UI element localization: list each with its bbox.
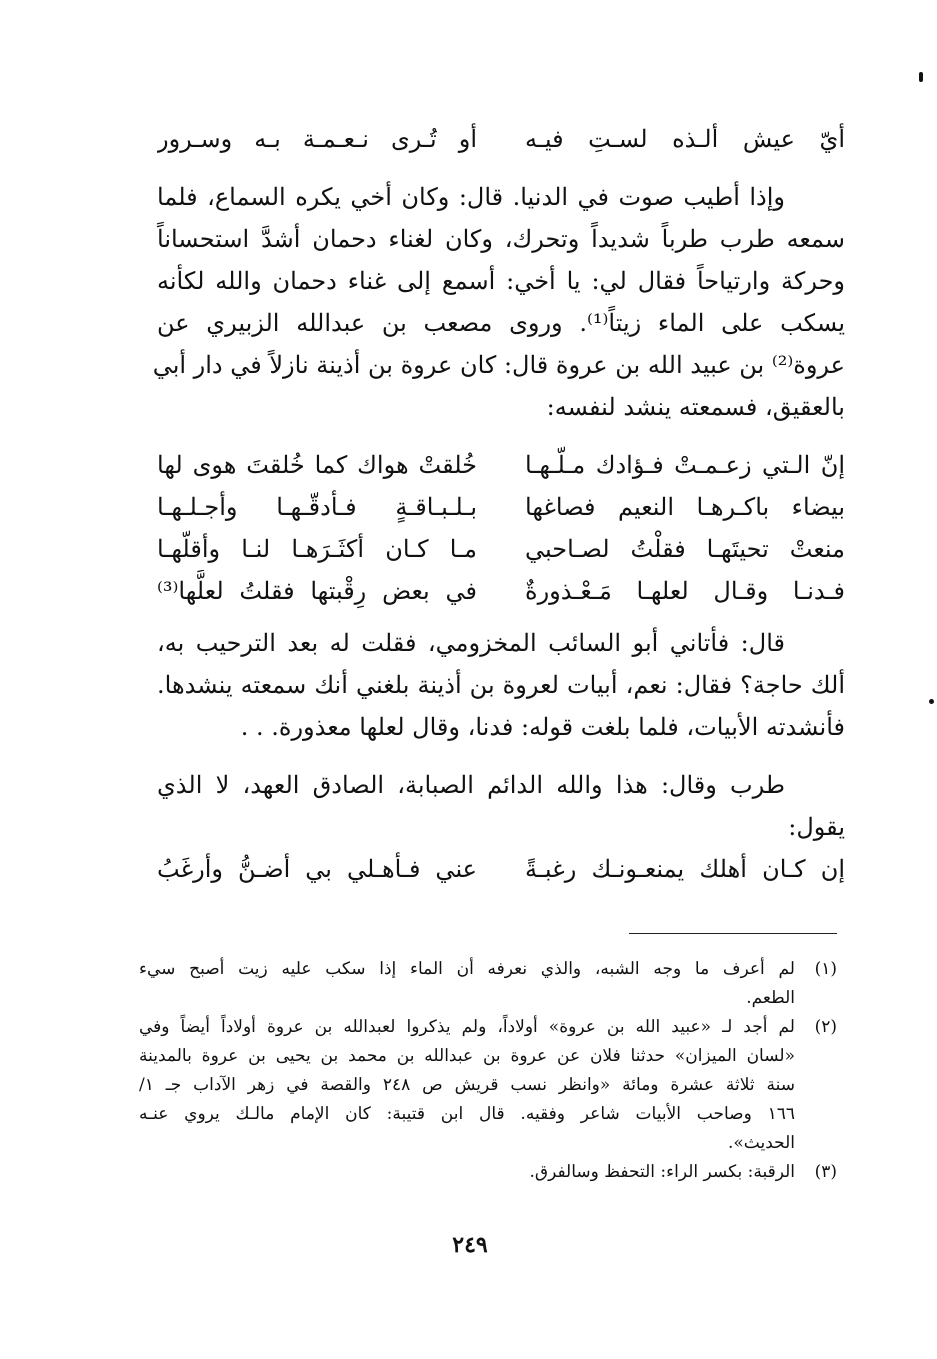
footnote-body xyxy=(139,955,795,1013)
text-line: قال: فأتاني أبو السائب المخزومي، فقلت له بعد الترحيب به، xyxy=(157,629,785,657)
verse-first-hemistich: فـدنـا وقـال لعلهـا مَـعْـذورةٌ xyxy=(525,577,845,605)
footnote-number: (١) xyxy=(814,959,837,979)
paragraph-3 xyxy=(157,764,845,848)
text-line: بالعقيق، فسمعته ينشد لنفسه: xyxy=(546,393,845,421)
poem-verse xyxy=(157,486,845,528)
text-line: وإذا أطيب صوت في الدنيا. قال: وكان أخي يكره السماع، فلما xyxy=(157,183,785,211)
verse-first-hemistich: إن كـان أهلك يمنعـونـك رغبـةً xyxy=(525,855,845,883)
text-line: يقول: xyxy=(788,813,845,841)
paragraph-2 xyxy=(157,622,845,748)
verse-first-hemistich: بيضاء باكـرهـا النعيم فصاغها xyxy=(525,493,845,521)
poem-verse xyxy=(157,570,845,612)
text-line: عروة⁽²⁾ بن عبيد الله بن عروة قال: كان عروة بن أذينة نازلاً في دار أبي xyxy=(152,351,845,379)
text-line: سمعه طرب طرباً شديداً وتحرك، وكان لغناء دحمان أشدَّ استحساناً xyxy=(157,225,845,253)
footnote-line: سنة ثلاثة عشرة ومائة «وانظر نسب قريش ص ٢٤٨ والقصة في زهر الآداب جـ ١/ xyxy=(139,1075,795,1095)
text-line: وحركة وارتياحاً فقال لي: يا أخي: أسمع إلى غناء دحمان والله لكأنه xyxy=(157,267,845,295)
text-line: طرب وقال: هذا والله الدائم الصبابة، الصادق العهد، لا الذي xyxy=(157,771,785,799)
top-verse xyxy=(157,118,845,160)
poem xyxy=(157,444,845,612)
footnote xyxy=(139,955,837,1013)
verse-line xyxy=(157,848,845,890)
footnote-line: لم أجد لـ «عبيد الله بن عروة» أولاداً، ولم يذكروا لعبدالله بن عروة أولاداً أيضاً وفي xyxy=(139,1017,795,1037)
footnote-number: (٣) xyxy=(814,1162,837,1182)
text-line: يسكب على الماء زيتاً⁽¹⁾. وروى مصعب بن عبدالله الزبيري عن xyxy=(157,309,846,337)
footnote-line: الحديث». xyxy=(727,1133,795,1153)
verse-second-hemistich: خُلقتْ هواك كما خُلقتَ هوى لها xyxy=(157,451,477,479)
verse-second-hemistich: عني فـأهـلي بي أضـنُّ وأرغَبُ xyxy=(157,855,477,883)
footnote xyxy=(139,1013,837,1158)
text-line: فأنشدته الأبيات، فلما بلغت قوله: فدنا، وقال لعلها معذورة. . . xyxy=(240,713,845,741)
verse-first-hemistich: منعتْ تحيتَهـا فقلْتُ لصـاحبي xyxy=(525,535,845,563)
bottom-verse xyxy=(157,848,845,890)
footnote-number: (٢) xyxy=(814,1017,837,1037)
verse-second-hemistich: مـا كـان أكثَـرَهـا لنـا وأقلّهـا xyxy=(157,535,477,563)
footnote xyxy=(139,1158,837,1187)
footnotes xyxy=(139,955,837,1187)
verse-first-hemistich: إنّ الـتي زعـمـتْ فـؤادك مـلّـهـا xyxy=(525,451,845,479)
scan-speck xyxy=(929,699,934,704)
footnote-line: الطعم. xyxy=(746,988,795,1008)
footnote-body xyxy=(139,1013,795,1158)
verse-second-hemistich: أو تُـرى نـعـمـة بـه وسـرور xyxy=(157,125,477,153)
text-line: ألك حاجة؟ فقال: نعم، أبيات لعروة بن أذينة بلغني أنك سمعته ينشدها. xyxy=(157,671,846,699)
footnote-body xyxy=(139,1158,795,1187)
poem-verse xyxy=(157,444,845,486)
verse-second-hemistich: بـلـبـاقـةٍ فـأدقّـهـا وأجـلـهـا xyxy=(157,493,477,521)
footnote-line: «لسان الميزان» حدثنا فلان عن عروة بن عبدالله بن محمد بن يحيى بن عروة بالمدينة xyxy=(139,1046,795,1066)
verse-first-hemistich: أيّ عيش ألـذه لسـتِ فيـه xyxy=(525,125,845,153)
poem-verse xyxy=(157,528,845,570)
footnote-separator xyxy=(629,933,837,934)
verse-second-hemistich: في بعض رِقْبتها فقلتُ لعلَّها⁽³⁾ xyxy=(157,577,477,605)
verse-line xyxy=(157,118,845,160)
footnote-line: ١٦٦ وصاحب الأبيات شاعر وفقيه. قال ابن قتيبة: كان الإمام مالـك يروي عنـه xyxy=(139,1104,795,1124)
paragraph-1 xyxy=(152,176,846,428)
footnote-line: لم أعرف ما وجه الشبه، والذي نعرفه أن الماء إذا سكب عليه زيت أصبح سيء xyxy=(139,959,795,979)
scan-speck xyxy=(919,72,923,82)
footnote-line: الرقبة: بكسر الراء: التحفظ وسالفرق. xyxy=(529,1162,795,1182)
page-number: ٢٤٩ xyxy=(452,1232,488,1258)
